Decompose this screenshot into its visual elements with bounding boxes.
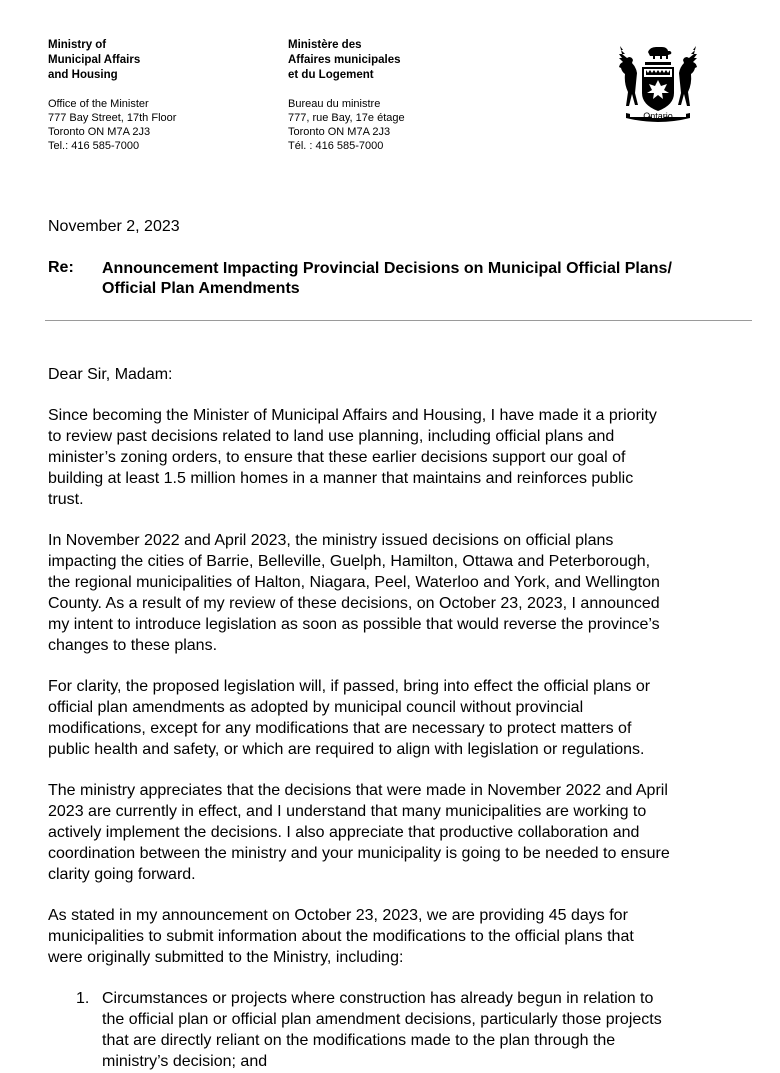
list-item-line: Circumstances or projects where construction has already begun in relation to: [102, 990, 654, 1007]
paragraph-line: As stated in my announcement on October 23, 2023, we are providing 45 days for: [48, 907, 628, 924]
paragraph-line: official plan amendments as adopted by municipal council without provincial: [48, 699, 584, 716]
paragraph-line: minister’s zoning orders, to ensure that these earlier decisions support our goal of: [48, 449, 626, 466]
letter-date: November 2, 2023: [48, 218, 180, 235]
english-ministry-name: [48, 38, 176, 83]
letter-body: [48, 364, 764, 1072]
list-item-line: the official plan or official plan amendment decisions, particularly those projects: [102, 1011, 662, 1028]
list-item-line: that are directly reliant on the modifications made to the plan through the: [102, 1032, 616, 1049]
paragraph-line: building at least 1.5 million homes in a manner that maintains and reinforces public: [48, 470, 634, 487]
french-address-line: Bureau du ministre: [288, 98, 381, 110]
paragraph-line: trust.: [48, 491, 84, 508]
english-ministry-line: Municipal Affairs: [48, 54, 141, 66]
header-divider: [45, 320, 752, 321]
paragraph-line: clarity going forward.: [48, 866, 196, 883]
subject-label: Re:: [48, 259, 74, 276]
subject-line-1: Announcement Impacting Provincial Decisions on Municipal Official Plans/: [102, 260, 672, 277]
paragraph-line: the regional municipalities of Halton, Niagara, Peel, Waterloo and York, and Wellington: [48, 574, 660, 591]
french-ministry-line: Affaires municipales: [288, 54, 401, 66]
english-ministry-line: Ministry of: [48, 39, 107, 51]
paragraph-line: coordination between the ministry and your municipality is going to be needed to ensure: [48, 845, 670, 862]
paragraph-line: The ministry appreciates that the decisions that were made in November 2022 and April: [48, 782, 668, 799]
paragraph-line: Since becoming the Minister of Municipal Affairs and Housing, I have made it a priority: [48, 407, 657, 424]
french-address-line: 777, rue Bay, 17e étage: [288, 112, 405, 124]
paragraph-submission: [48, 905, 764, 968]
paragraph-line: were originally submitted to the Ministry, including:: [48, 949, 404, 966]
english-address-line: 777 Bay Street, 17th Floor: [48, 112, 177, 124]
paragraph-appreciation: [48, 780, 764, 885]
english-address-line: Toronto ON M7A 2J3: [48, 126, 151, 138]
ontario-wordmark: Ontario: [643, 111, 673, 121]
list-item-number: 1.: [76, 990, 90, 1007]
french-address-line: Tél. : 416 585-7000: [288, 140, 384, 152]
paragraph-line: public health and safety, or which are required to align with legislation or regulations.: [48, 741, 645, 758]
subject-line-2: Official Plan Amendments: [102, 280, 300, 297]
paragraph-priority: [48, 405, 764, 510]
paragraph-line: actively implement the decisions. I also appreciate that productive collaboration and: [48, 824, 640, 841]
subject-line: [102, 259, 762, 299]
list-item-line: ministry’s decision; and: [102, 1053, 268, 1070]
french-address-line: Toronto ON M7A 2J3: [288, 126, 391, 138]
french-ministry-line: et du Logement: [288, 69, 374, 81]
english-letterhead: [48, 38, 176, 153]
paragraph-line: modifications, except for any modifications that are necessary to protect matters of: [48, 720, 632, 737]
paragraph-line: changes to these plans.: [48, 637, 218, 654]
salutation: Dear Sir, Madam:: [48, 366, 173, 383]
paragraph-line: my intent to introduce legislation as soon as possible that would reverse the province’s: [48, 616, 660, 633]
paragraph-line: to review past decisions related to land use planning, including official plans and: [48, 428, 615, 445]
paragraph-line: For clarity, the proposed legislation will, if passed, bring into effect the official plans or: [48, 678, 651, 695]
paragraph-decisions: [48, 530, 764, 656]
english-address-line: Office of the Minister: [48, 98, 149, 110]
english-address-line: Tel.: 416 585-7000: [48, 140, 140, 152]
paragraph-line: municipalities to submit information about the modifications to the official plans that: [48, 928, 634, 945]
french-address: [288, 97, 405, 153]
french-ministry-name: [288, 38, 405, 83]
paragraph-line: County. As a result of my review of these decisions, on October 23, 2023, I announced: [48, 595, 660, 612]
paragraph-line: In November 2022 and April 2023, the ministry issued decisions on official plans: [48, 532, 614, 549]
french-letterhead: [288, 38, 405, 153]
paragraph-line: impacting the cities of Barrie, Belleville, Guelph, Hamilton, Ottawa and Peterborough,: [48, 553, 651, 570]
list-item: [48, 988, 764, 1072]
french-ministry-line: Ministère des: [288, 39, 362, 51]
paragraph-clarity: [48, 676, 764, 760]
english-ministry-line: and Housing: [48, 69, 118, 81]
english-address: [48, 97, 176, 153]
paragraph-line: 2023 are currently in effect, and I understand that many municipalities are working to: [48, 803, 647, 820]
